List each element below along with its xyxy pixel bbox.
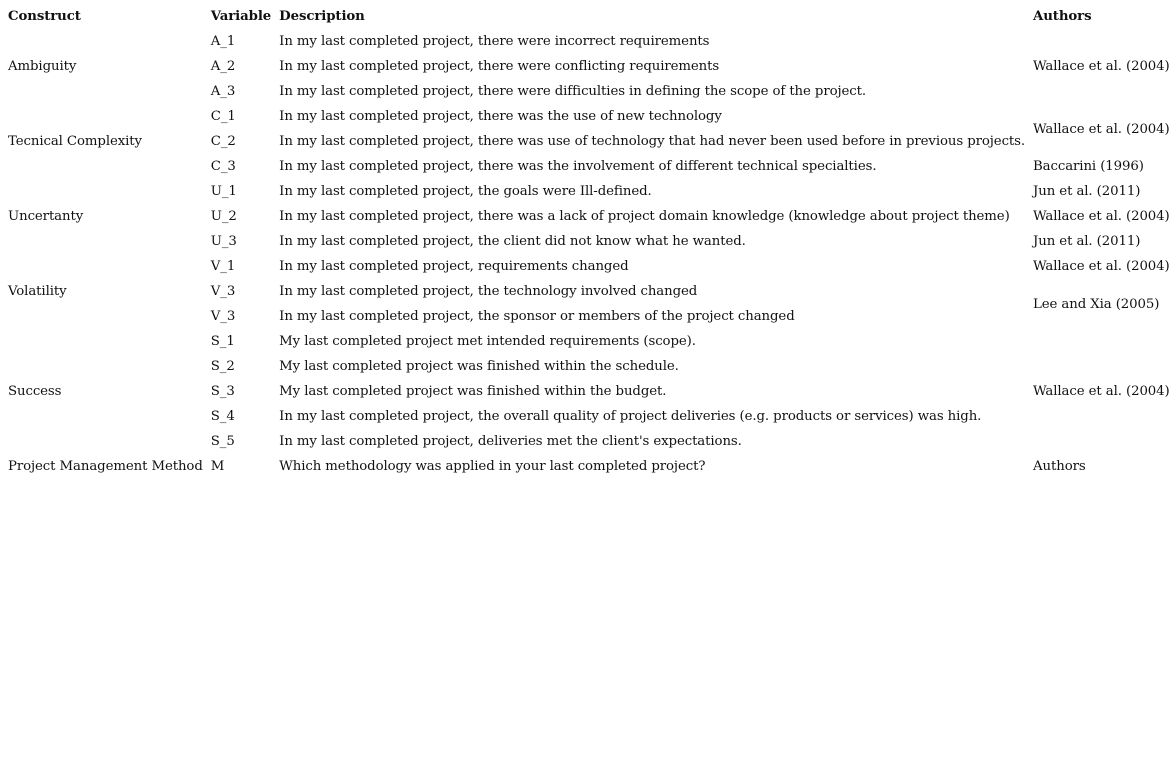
table-row	[4, 254, 1172, 279]
header-construct: Construct	[8, 9, 81, 24]
construct-success: Success	[8, 384, 62, 399]
variable-cell: V_1	[210, 259, 236, 274]
description-cell: In my last completed project, there was the use of new technology	[279, 109, 722, 124]
construct-table	[4, 4, 1172, 479]
construct-uncertainty: Uncertanty	[8, 209, 84, 224]
variable-cell: U_1	[210, 184, 237, 199]
description-cell: My last completed project was finished within the schedule.	[279, 359, 679, 374]
description-cell: In my last completed project, deliveries met the client's expectations.	[279, 434, 742, 449]
construct-project-management-method: Project Management Method	[8, 459, 203, 474]
description-cell: My last completed project was finished within the budget.	[279, 384, 667, 399]
variable-cell: S_3	[210, 384, 235, 399]
table-row	[4, 179, 1172, 204]
variable-cell: C_3	[210, 159, 236, 174]
header-authors: Authors	[1033, 9, 1092, 24]
description-cell: In my last completed project, there were difficulties in defining the scope of the project.	[279, 84, 867, 99]
variable-cell: S_4	[210, 409, 235, 424]
construct-volatility: Volatility	[8, 284, 67, 299]
description-cell: In my last completed project, there were conflicting requirements	[279, 59, 720, 74]
variable-cell: V_3	[210, 309, 236, 324]
description-cell: In my last completed project, there were incorrect requirements	[279, 34, 710, 49]
table-row	[4, 454, 1172, 479]
authors-ambiguity: Wallace et al. (2004)	[1033, 59, 1170, 74]
variable-cell: C_2	[210, 134, 236, 149]
variable-cell: S_1	[210, 334, 235, 349]
variable-cell: M	[210, 459, 225, 474]
construct-ambiguity: Ambiguity	[8, 59, 77, 74]
authors-complexity-c3: Baccarini (1996)	[1033, 159, 1144, 174]
variable-cell: C_1	[210, 109, 236, 124]
authors-uncertainty-u3: Jun et al. (2011)	[1033, 234, 1141, 249]
description-cell: In my last completed project, the overall quality of project deliveries (e.g. products or services) was high.	[279, 409, 982, 424]
table-row	[4, 329, 1172, 354]
authors-uncertainty-u1: Jun et al. (2011)	[1033, 184, 1141, 199]
variable-cell: U_2	[210, 209, 237, 224]
construct-table-container	[4, 4, 1172, 479]
description-cell: My last completed project met intended requirements (scope).	[279, 334, 696, 349]
variable-cell: A_3	[210, 84, 236, 99]
table-row	[4, 104, 1172, 129]
authors-volatility-v1: Wallace et al. (2004)	[1033, 259, 1170, 274]
authors-success: Wallace et al. (2004)	[1033, 384, 1170, 399]
header-variable: Variable	[210, 9, 272, 24]
description-cell: In my last completed project, there was the involvement of different technical specialties.	[279, 159, 877, 174]
description-cell: In my last completed project, requirements changed	[279, 259, 629, 274]
description-cell: In my last completed project, the goals were Ill-defined.	[279, 184, 652, 199]
construct-technical-complexity: Tecnical Complexity	[8, 134, 142, 149]
table-header-row	[4, 4, 1172, 29]
variable-cell: S_5	[210, 434, 235, 449]
description-cell: In my last completed project, the client did not know what he wanted.	[279, 234, 746, 249]
variable-cell: A_1	[210, 34, 236, 49]
description-cell: In my last completed project, the technology involved changed	[279, 284, 698, 299]
variable-cell: U_3	[210, 234, 237, 249]
description-cell: In my last completed project, the sponsor or members of the project changed	[279, 309, 795, 324]
authors-uncertainty-u2: Wallace et al. (2004)	[1033, 209, 1170, 224]
variable-cell: A_2	[210, 59, 236, 74]
authors-complexity-c1-c2: Wallace et al. (2004)	[1033, 121, 1170, 137]
header-description: Description	[279, 9, 365, 24]
table-row	[4, 29, 1172, 54]
authors-method: Authors	[1033, 459, 1086, 474]
variable-cell: S_2	[210, 359, 235, 374]
description-cell: In my last completed project, there was use of technology that had never been used before in previous projects.	[279, 134, 1026, 149]
description-cell: Which methodology was applied in your last completed project?	[279, 459, 706, 474]
variable-cell: V_3	[210, 284, 236, 299]
description-cell: In my last completed project, there was a lack of project domain knowledge (knowledge about project theme)	[279, 209, 1010, 224]
authors-volatility-v2-v3: Lee and Xia (2005)	[1033, 296, 1160, 312]
